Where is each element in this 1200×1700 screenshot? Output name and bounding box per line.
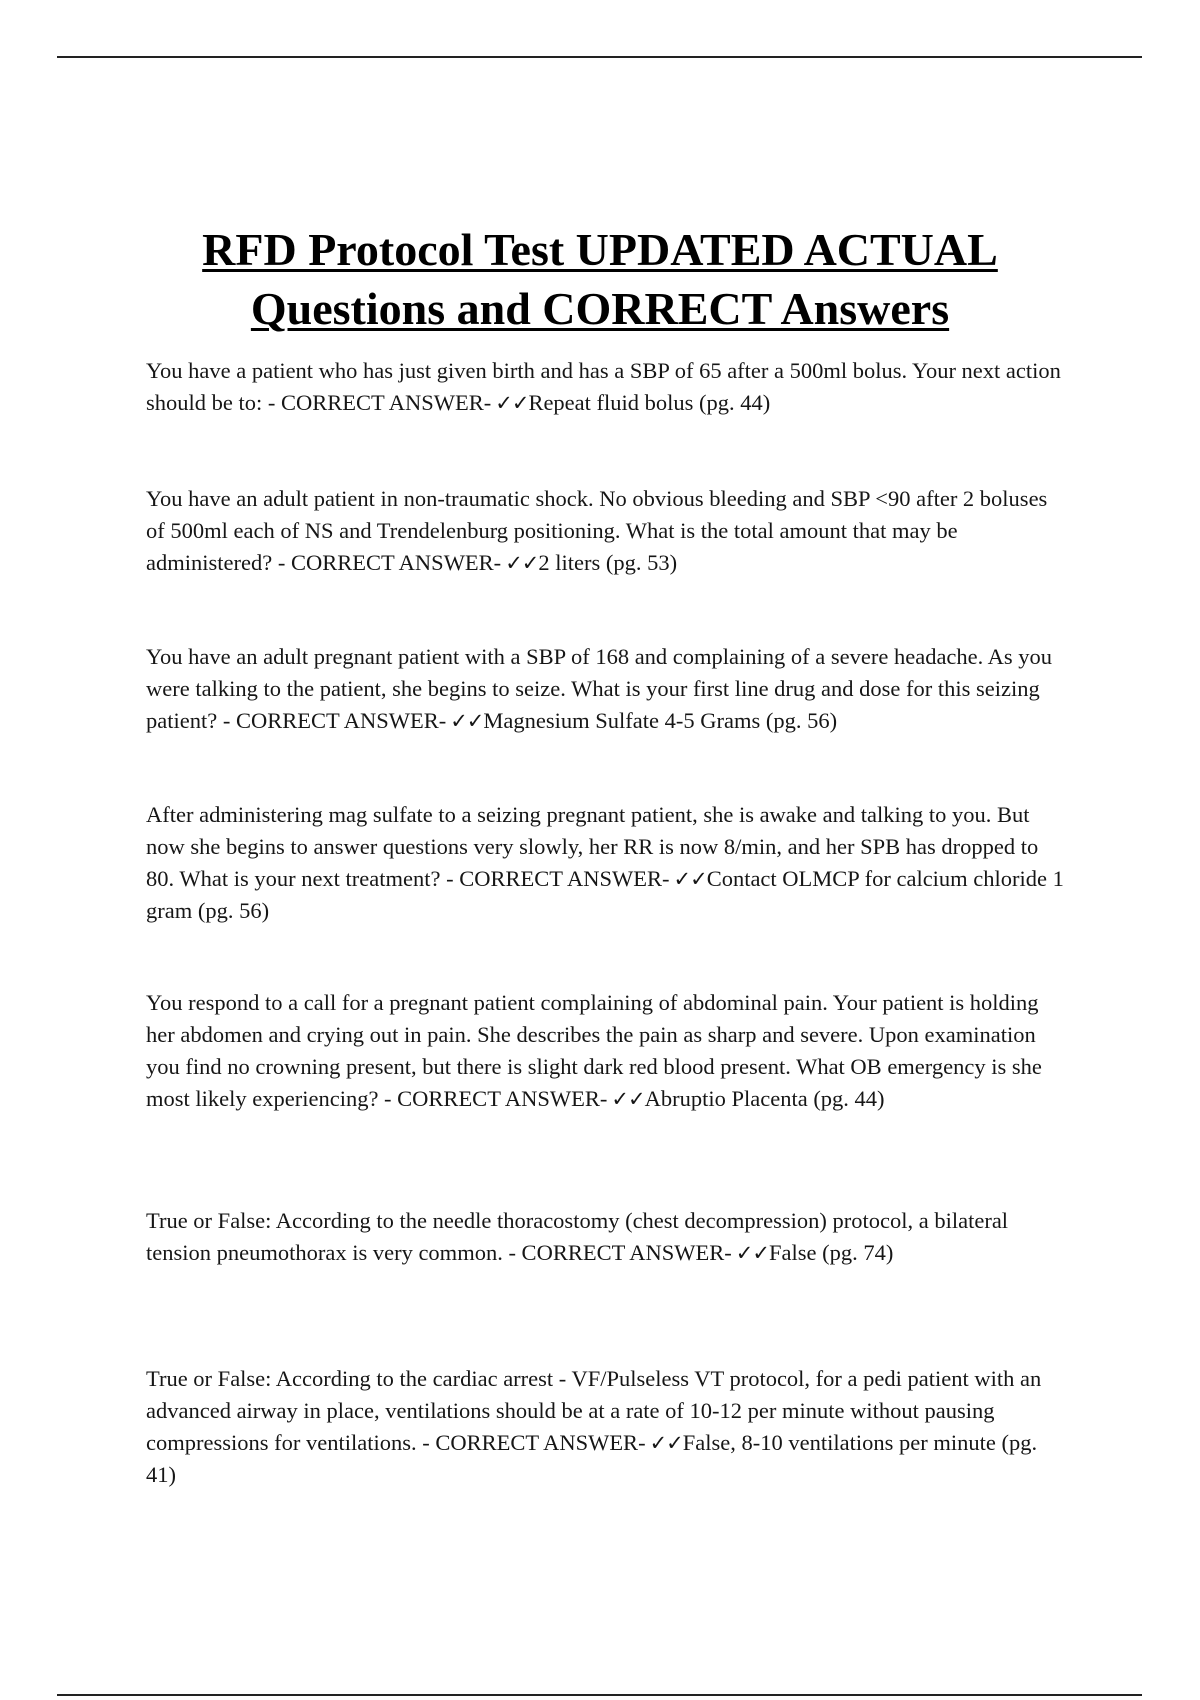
question-text: You have an adult pregnant patient with a SBP of 168 and complaining of a severe headache. As you were talking to the patient, she begins to seize. What is your first line drug and dose for this seizing patient? - CORRECT ANSWER- [146, 644, 1053, 733]
qa-item [146, 483, 1066, 579]
question-text: After administering mag sulfate to a seizing pregnant patient, she is awake and talking to you. But now she begins to answer questions very slowly, her RR is now 8/min, and her SPB has dropped to 80. What is your next treatment? - CORRECT ANSWER- [146, 802, 1039, 891]
qa-item [146, 987, 1066, 1115]
question-text: You have an adult patient in non-traumatic shock. No obvious bleeding and SBP <90 after 2 boluses of 500ml each of NS and Trendelenburg positioning. What is the total amount that may be administered? - CORRECT ANSWER- [146, 486, 1048, 575]
double-check-icon: ✓✓ [505, 551, 539, 575]
qa-item [146, 641, 1066, 737]
double-check-icon: ✓✓ [450, 709, 484, 733]
double-check-icon: ✓✓ [649, 1431, 683, 1455]
footer-rule [57, 1694, 1142, 1696]
answer-text: Contact OLMCP for calcium chloride 1 gram (pg. 56) [146, 866, 1064, 923]
title-line-2: Questions and CORRECT Answers [250, 283, 950, 334]
double-check-icon: ✓✓ [495, 391, 529, 415]
double-check-icon: ✓✓ [673, 867, 707, 891]
answer-text: Magnesium Sulfate 4-5 Grams (pg. 56) [483, 708, 838, 733]
qa-item [146, 1363, 1066, 1491]
answer-text: Repeat fluid bolus (pg. 44) [528, 390, 771, 415]
header-rule [57, 56, 1142, 58]
question-text: True or False: According to the cardiac arrest - VF/Pulseless VT protocol, for a pedi patient with an advanced airway in place, ventilations should be at a rate of 10-12 per minute without pausing compressions for ventilations. - CORRECT ANSWER- [146, 1366, 1042, 1455]
document-title [100, 220, 1100, 338]
qa-item [146, 799, 1066, 927]
question-text: You respond to a call for a pregnant patient complaining of abdominal pain. Your patient is holding her abdomen and crying out in pain. She describes the pain as sharp and severe. Upon examination you find no crowning present, but there is slight dark red blood present. What OB emergency is she most likely experiencing? - CORRECT ANSWER- [146, 990, 1042, 1111]
double-check-icon: ✓✓ [611, 1087, 645, 1111]
answer-text: False, 8-10 ventilations per minute (pg. 41) [146, 1430, 1038, 1487]
qa-item [146, 355, 1066, 419]
question-text: True or False: According to the needle thoracostomy (chest decompression) protocol, a bilateral tension pneumothorax is very common. - CORRECT ANSWER- [146, 1208, 1009, 1265]
answer-text: False (pg. 74) [769, 1240, 894, 1265]
title-line-1: RFD Protocol Test UPDATED ACTUAL [202, 224, 998, 275]
double-check-icon: ✓✓ [735, 1241, 769, 1265]
question-text: You have a patient who has just given birth and has a SBP of 65 after a 500ml bolus. Your next action should be to: - CORRECT ANSWER- [146, 358, 1061, 415]
qa-item [146, 1205, 1066, 1269]
answer-text: Abruptio Placenta (pg. 44) [644, 1086, 885, 1111]
answer-text: 2 liters (pg. 53) [538, 550, 678, 575]
